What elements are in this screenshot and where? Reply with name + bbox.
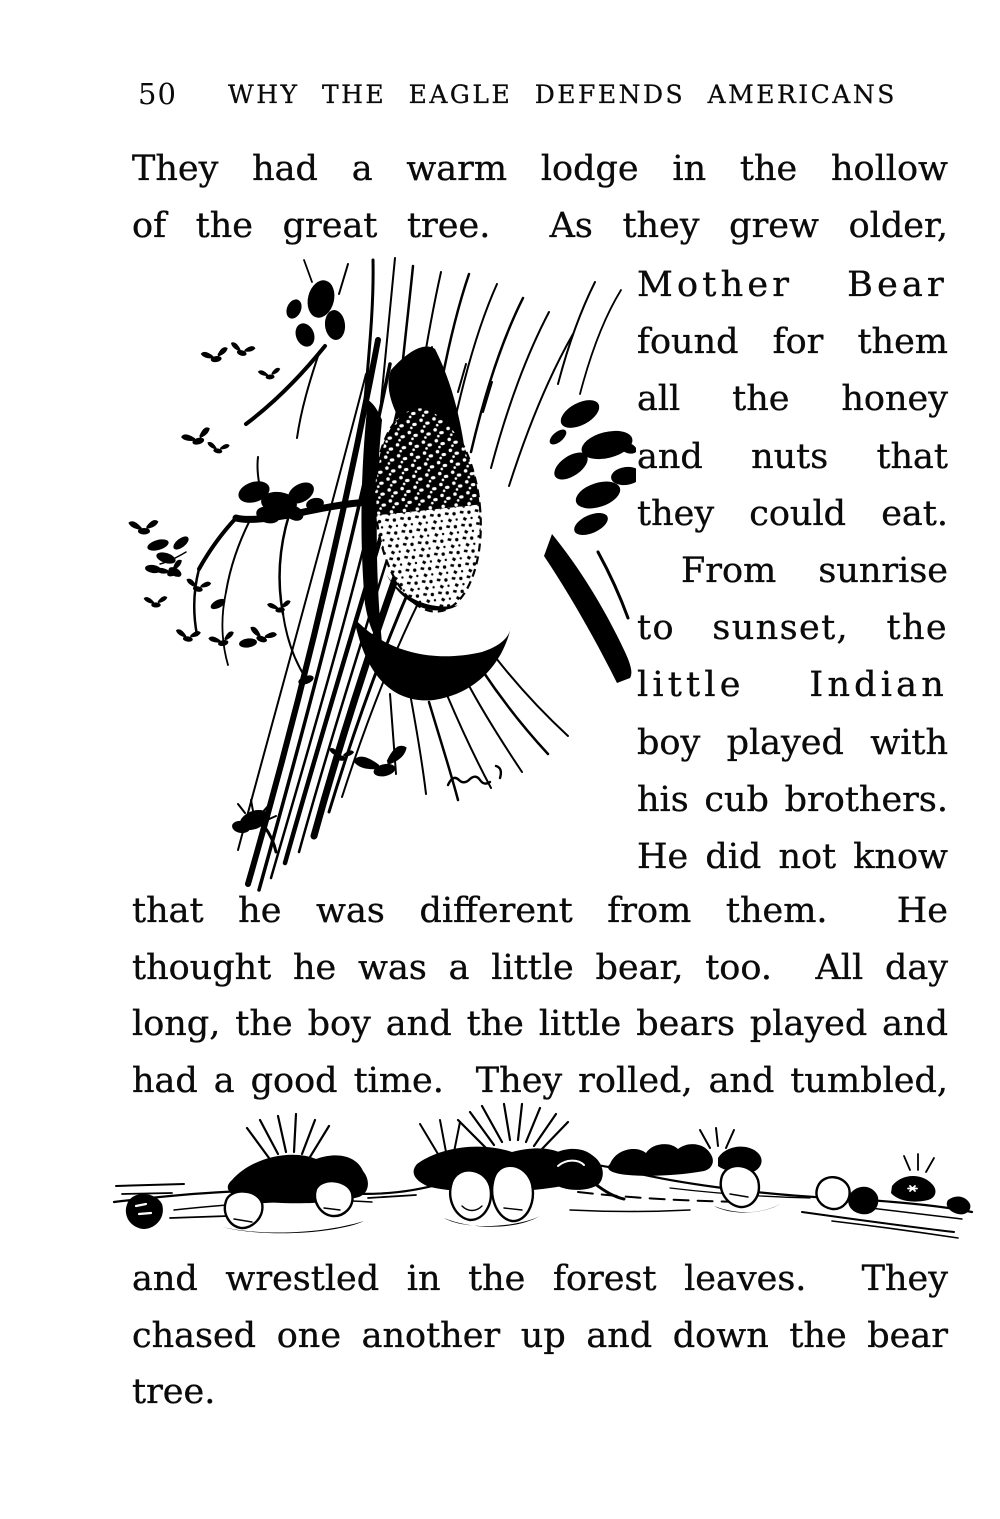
text-line: boy played with	[637, 722, 948, 763]
text-line: to sunset, the	[637, 608, 948, 649]
bear-tree-illustration	[128, 252, 636, 892]
text-line: that he was different from them. He	[132, 891, 948, 931]
right-foliage	[544, 394, 636, 683]
rock-cluster-center	[414, 1147, 624, 1227]
rocks-far-right	[816, 1154, 970, 1214]
running-header: WHY THE EAGLE DEFENDS AMERICANS	[228, 80, 897, 109]
text-line: found for them	[637, 322, 948, 363]
text-line: Mother Bear	[637, 265, 948, 305]
text-line: long, the boy and the little bears played and	[132, 1004, 948, 1044]
text-line: had a good time. They rolled, and tumbled,	[132, 1060, 948, 1101]
paragraph-middle	[132, 883, 948, 1109]
text-line: they could eat.	[637, 493, 948, 534]
text-line: all the honey	[637, 379, 948, 420]
paragraph-top	[132, 141, 948, 254]
text-line: his cub brothers.	[637, 779, 948, 820]
rock-cluster-left	[222, 1114, 368, 1233]
text-line: and wrestled in the forest leaves. They	[132, 1259, 948, 1299]
text-line: little Indian	[637, 665, 948, 706]
text-line: chased one another up and down the bear	[132, 1315, 948, 1356]
text-line: tree.	[132, 1372, 216, 1412]
artist-signature	[448, 766, 501, 785]
rock-cluster-right	[608, 1128, 780, 1213]
text-line: thought he was a little bear, too. All day	[132, 947, 948, 988]
forest-ground-illustration	[110, 1100, 980, 1250]
honeycomb	[366, 403, 491, 617]
rock-far-left	[126, 1194, 163, 1229]
text-line: of the great tree. As they grew older,	[132, 205, 948, 246]
page-number: 50	[138, 77, 177, 111]
text-line: and nuts that	[637, 436, 948, 477]
text-line: He did not know	[637, 836, 948, 877]
page-header	[138, 74, 897, 111]
left-snag	[246, 260, 348, 438]
text-line: They had a warm lodge in the hollow	[132, 149, 948, 189]
grass-tuft-center	[420, 1104, 568, 1154]
paragraph-bottom	[132, 1251, 948, 1421]
text-line: From sunrise	[681, 550, 948, 591]
paragraph-column	[637, 257, 948, 886]
